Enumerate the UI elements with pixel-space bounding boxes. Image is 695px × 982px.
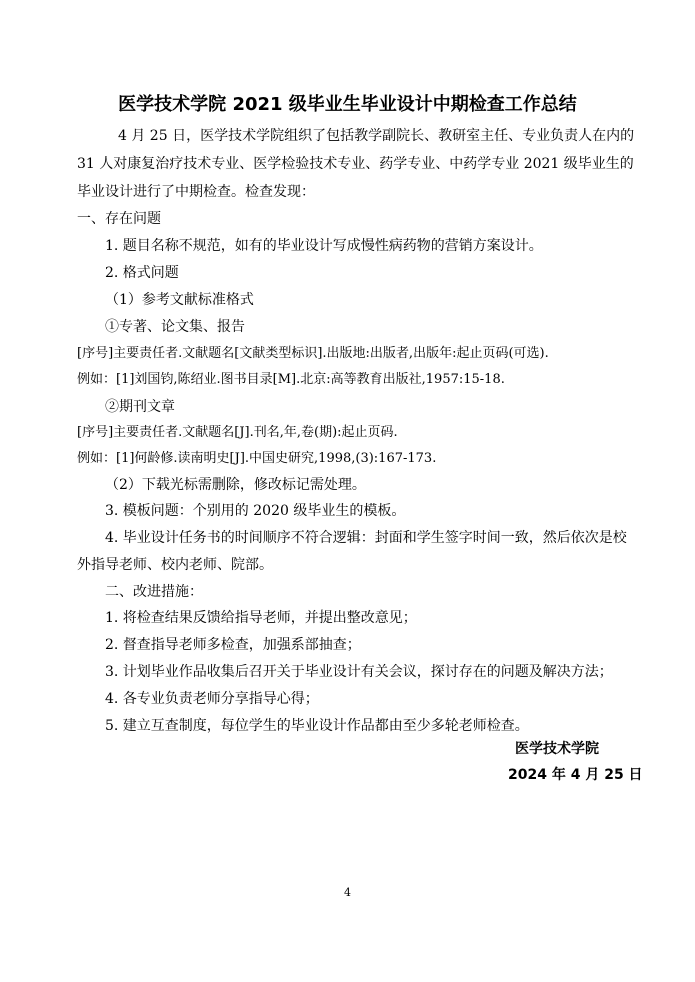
measure-item-1: 1. 将检查结果反馈给指导老师，并提出整改意见； [105, 610, 417, 626]
document-title: 医学技术学院 2021 级毕业生毕业设计中期检查工作总结 [118, 94, 577, 115]
ref-type-a: ①专著、论文集、报告 [105, 319, 245, 335]
format-sub-1: （1）参考文献标准格式 [105, 292, 254, 308]
ref-format-b: [序号]主要责任者.文献题名[J].刊名,年,卷(期):起止页码. [77, 425, 398, 440]
section-heading-problems: 一、存在问题 [77, 211, 161, 227]
signature-org: 医学技术学院 [515, 741, 599, 757]
section-heading-measures: 二、改进措施： [105, 584, 203, 600]
measure-item-4: 4. 各专业负责老师分享指导心得； [105, 691, 319, 707]
signature-date: 2024 年 4 月 25 日 [508, 767, 643, 783]
ref-example-a: 例如：[1]刘国钧,陈绍业.图书目录[M].北京:高等教育出版社,1957:15-18. [77, 372, 505, 387]
measure-item-2: 2. 督查指导老师多检查，加强系部抽查； [105, 637, 361, 653]
problem-item-4-line-1: 4. 毕业设计任务书的时间顺序不符合逻辑：封面和学生签字时间一致，然后依次是校 [105, 530, 627, 546]
intro-line-1: 4 月 25 日，医学技术学院组织了包括教学副院长、教研室主任、专业负责人在内的 [118, 128, 635, 144]
ref-example-b: 例如：[1]何龄修.读南明史[J].中国史研究,1998,(3):167-173. [77, 451, 437, 466]
intro-line-2: 31 人对康复治疗技术专业、医学检验技术专业、药学专业、中药学专业 2021 级毕业生的 [77, 156, 634, 172]
page-number: 4 [344, 886, 351, 899]
format-sub-2: （2）下载光标需删除，修改标记需处理。 [105, 477, 366, 493]
problem-item-3: 3. 模板问题：个别用的 2020 级毕业生的模板。 [105, 503, 406, 519]
measure-item-3: 3. 计划毕业作品收集后召开关于毕业设计有关会议，探讨存在的问题及解决方法； [105, 664, 613, 680]
measure-item-5: 5. 建立互查制度，每位学生的毕业设计作品都由至少多轮老师检查。 [105, 718, 529, 734]
ref-format-a: [序号]主要责任者.文献题名[文献类型标识].出版地:出版者,出版年:起止页码(可选). [77, 346, 549, 361]
problem-item-4-line-2: 外指导老师、校内老师、院部。 [77, 557, 273, 573]
problem-item-2: 2. 格式问题 [105, 265, 179, 281]
intro-line-3: 毕业设计进行了中期检查。检查发现： [77, 184, 315, 200]
ref-type-b: ②期刊文章 [105, 399, 175, 415]
problem-item-1: 1. 题目名称不规范，如有的毕业设计写成慢性病药物的营销方案设计。 [105, 238, 543, 254]
